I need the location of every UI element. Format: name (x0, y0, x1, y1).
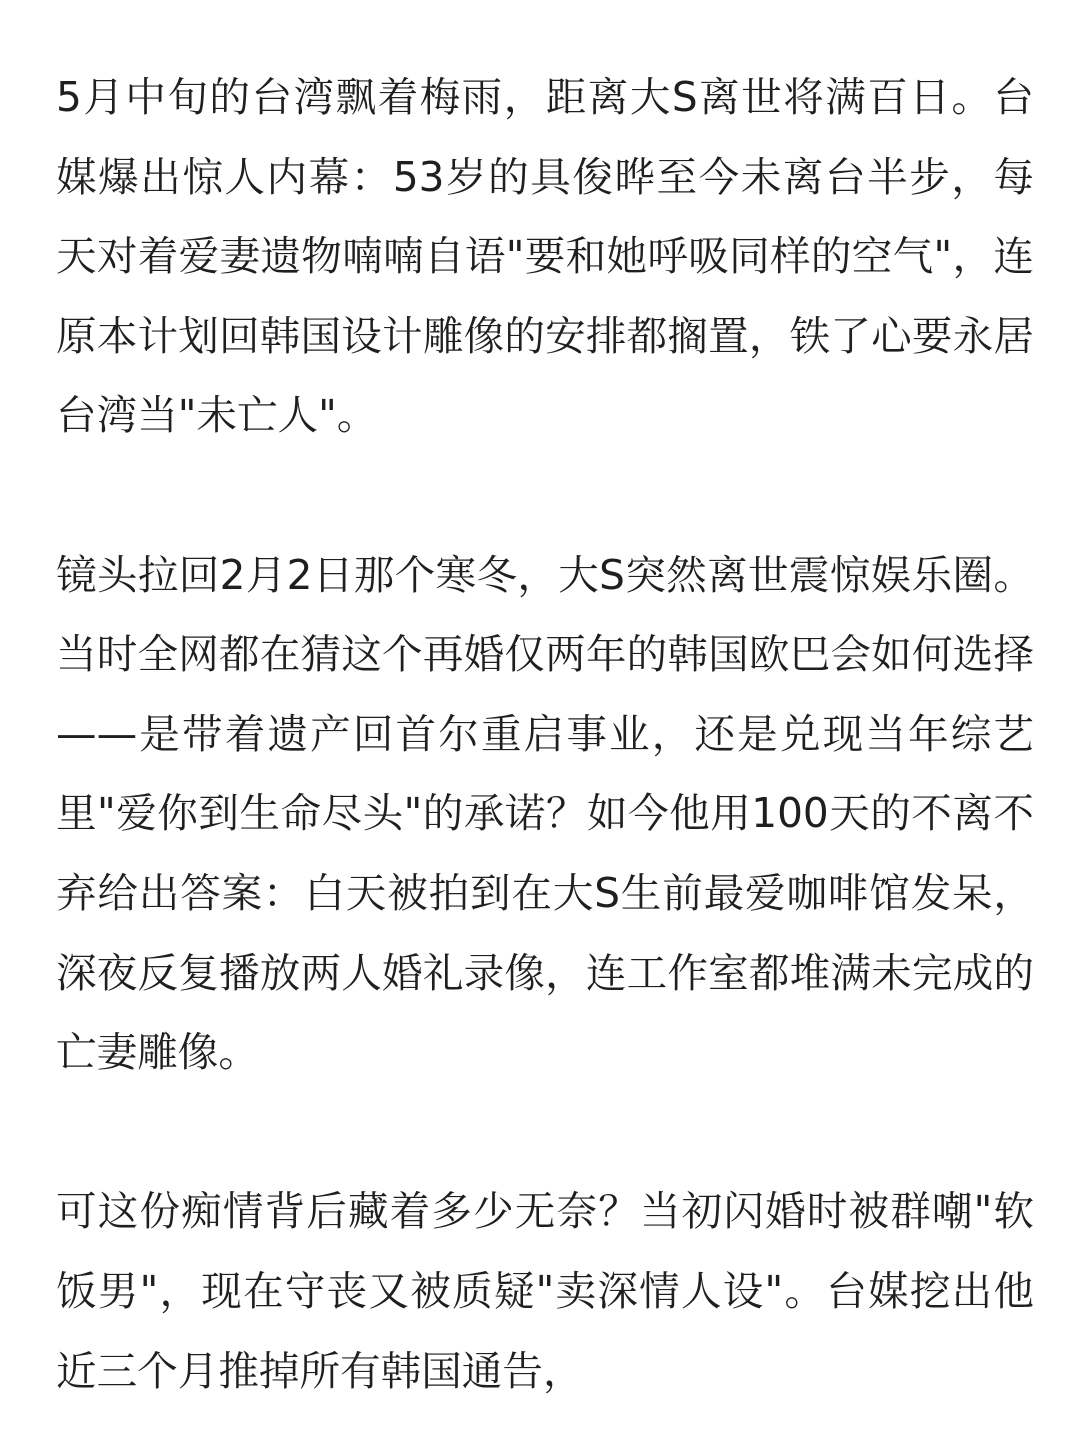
article-body (56, 58, 1034, 1411)
paragraph-3: 可这份痴情背后藏着多少无奈？当初闪婚时被群嘲"软饭男"，现在守丧又被质疑"卖深情人设"。台媒挖出他近三个月推掉所有韩国通告， (56, 1187, 1034, 1395)
paragraph-1: 5月中旬的台湾飘着梅雨，距离大S离世将满百日。台媒爆出惊人内幕：53岁的具俊晔至今未离台半步，每天对着爱妻遗物喃喃自语"要和她呼吸同样的空气"，连原本计划回韩国设计雕像的安排都搁置，铁了心要永居台湾当"未亡人"。 (56, 73, 1034, 440)
paragraph-2: 镜头拉回2月2日那个寒冬，大S突然离世震惊娱乐圈。当时全网都在猜这个再婚仅两年的韩国欧巴会如何选择——是带着遗产回首尔重启事业，还是兑现当年综艺里"爱你到生命尽头"的承诺？如今他用100天的不离不弃给出答案：白天被拍到在大S生前最爱咖啡馆发呆，深夜反复播放两人婚礼录像，连工作室都堆满未完成的亡妻雕像。 (56, 550, 1034, 1077)
